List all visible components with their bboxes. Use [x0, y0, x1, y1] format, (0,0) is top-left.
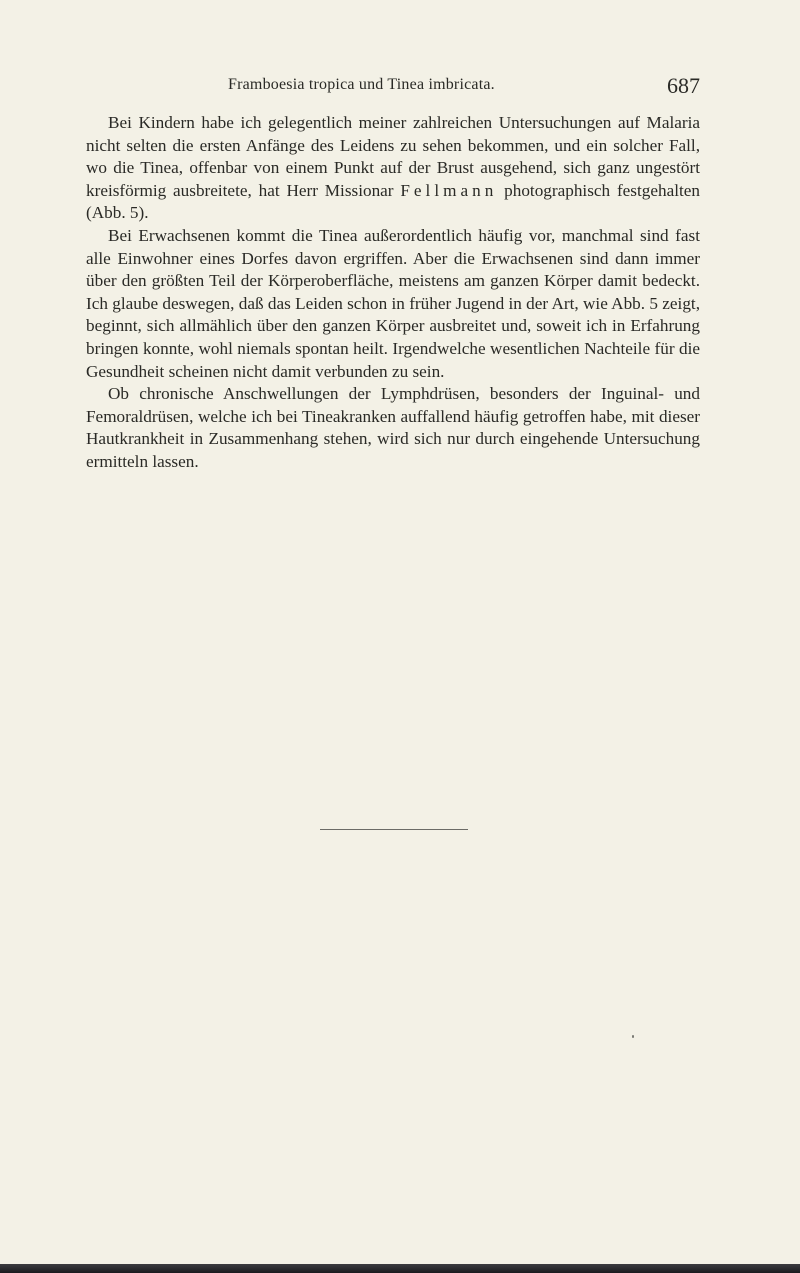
paragraph-adults: Bei Erwachsenen kommt die Tinea außerordentlich häufig vor, manchmal sind fast alle Einwohner eines Dorfes davon ergriffen. Aber die Erwachsenen sind dann immer über den größten Teil der Körperoberfläche, meistens am ganzen Körper damit bedeckt. Ich glaube deswegen, daß das Leiden schon in früher Jugend in der Art, wie Abb. 5 zeigt, beginnt, sich allmählich über den ganzen Körper ausbreitet und, soweit ich in Erfahrung bringen konnte, wohl niemals spontan heilt. Irgendwelche wesentlichen Nachteile für die Gesundheit scheinen nicht damit verbunden zu sein.	[86, 225, 700, 381]
running-title: Framboesia tropica und Tinea imbricata.	[228, 76, 495, 93]
section-end-rule	[320, 829, 468, 830]
paragraph-lymph-glands: Ob chronische Anschwellungen der Lymphdrüsen, besonders der Inguinal- und Femoraldrüsen, welche ich bei Tineakranken auffallend häufig getroffen habe, mit dieser Hautkrankheit in Zusammenhang stehen, wird sich nur durch eingehende Untersuchung ermitteln lassen.	[86, 384, 700, 471]
running-head	[228, 73, 700, 103]
page-number: 687	[667, 73, 700, 98]
scan-edge-band	[0, 1264, 800, 1273]
print-speck	[632, 1035, 634, 1038]
paragraph-children-case	[86, 112, 700, 225]
paragraph-1-text-before: Bei Kindern habe ich gelegentlich meiner zahlreichen Untersuchungen auf Malaria nicht selten die ersten Anfänge des Leidens zu sehen bekommen, und ein solcher Fall, wo die Tinea, offenbar von einem Punkt auf der Brust ausgehend, sich ganz ungestört kreisförmig ausbreitete, hat Herr Missionar	[86, 113, 700, 200]
missionary-name: Fellmann	[400, 180, 498, 200]
body-text	[86, 112, 700, 474]
paragraph-1-text-after: photographisch festgehalten (Abb. 5).	[86, 180, 700, 223]
